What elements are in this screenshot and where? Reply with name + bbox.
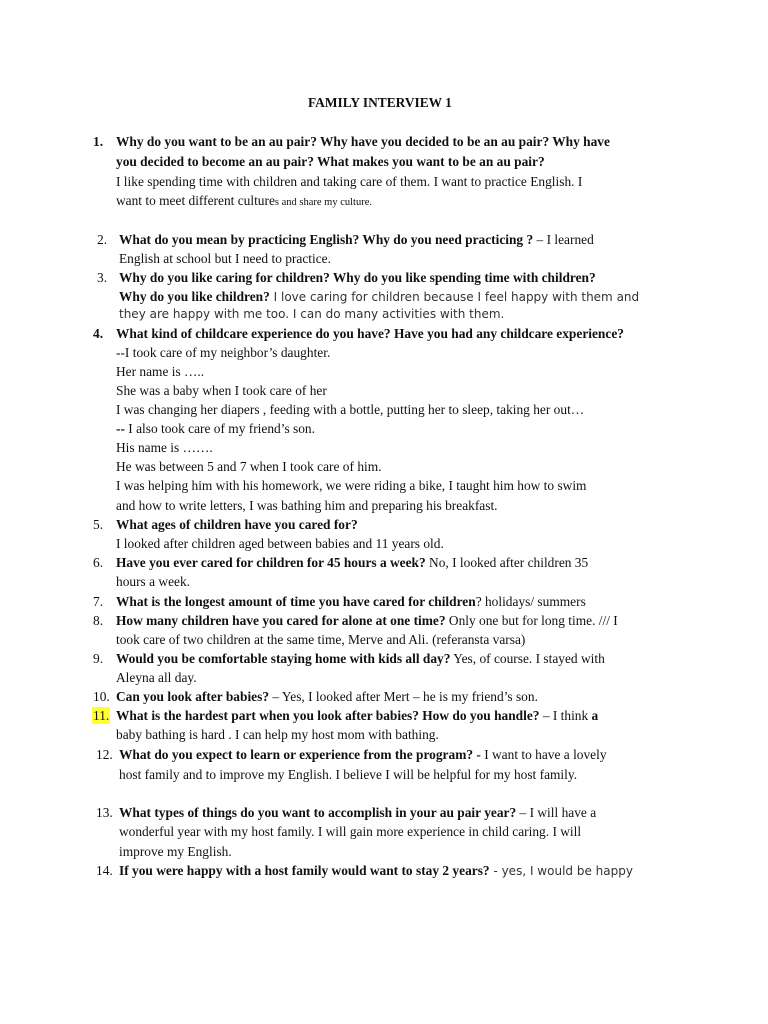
item-9-question: Would you be comfortable staying home with kids all day? xyxy=(116,651,451,666)
item-11-line-1 xyxy=(116,707,598,724)
item-4-number: 4. xyxy=(93,326,104,341)
item-14-answer: - yes, I would be happy xyxy=(489,864,633,878)
item-6-line-1 xyxy=(116,554,588,571)
item-13-answer-part-1: – I will have a xyxy=(516,805,597,820)
item-3-answer-part-1: I love caring for children because I feel happy with them and xyxy=(269,290,640,304)
item-10-line xyxy=(116,688,538,705)
item-1-answer-line-1: I like spending time with children and taking care of them. I want to practice English. I xyxy=(116,174,583,189)
item-4-answer-line-9: and how to write letters, I was bathing him and preparing his breakfast. xyxy=(116,498,498,513)
item-14-question: If you were happy with a host family would want to stay 2 years? xyxy=(119,863,490,878)
item-1-question-line-1: Why do you want to be an au pair? Why have you decided to be an au pair? Why have xyxy=(116,134,610,149)
item-1-number: 1. xyxy=(93,134,104,149)
item-5-number: 5. xyxy=(93,517,104,532)
item-12-line-1 xyxy=(119,746,607,763)
item-13-number: 13. xyxy=(96,805,113,820)
item-8-number: 8. xyxy=(93,613,104,628)
item-12-answer-line-2: host family and to improve my English. I believe I will be helpful for my host family. xyxy=(119,767,578,782)
item-12-question: What do you expect to learn or experience from the program? - xyxy=(119,747,481,762)
item-11-answer-baby: baby xyxy=(116,727,143,742)
item-9-line-1 xyxy=(116,650,605,667)
item-10-answer: – Yes, I looked after Mert – he is my friend’s son. xyxy=(269,689,538,704)
item-11-question: What is the hardest part when you look after babies? How do you handle? xyxy=(116,708,540,723)
item-1-answer-line-2a: want to meet different culture xyxy=(116,193,275,208)
item-14-number: 14. xyxy=(96,863,113,878)
item-8-question: How many children have you cared for alone at one time? xyxy=(116,613,446,628)
item-1-question-line-2: you decided to become an au pair? What makes you want to be an au pair? xyxy=(116,154,545,169)
item-7-line xyxy=(116,593,586,610)
item-11-answer-part-1: – I think xyxy=(539,708,592,723)
item-13-line-1 xyxy=(119,804,596,821)
item-3-answer-line-2: they are happy with me too. I can do many activities with them. xyxy=(119,307,505,321)
item-11-line-2 xyxy=(116,726,439,743)
item-4-answer-line-8: I was helping him with his homework, we were riding a bike, I taught him how to swim xyxy=(116,478,587,493)
item-9-number: 9. xyxy=(93,651,104,666)
item-4-answer-line-1: --I took care of my neighbor’s daughter. xyxy=(116,345,331,360)
item-7-answer: ? holidays/ summers xyxy=(475,594,586,609)
item-11-answer-part-1b: a xyxy=(591,708,599,723)
item-5-answer: I looked after children aged between babies and 11 years old. xyxy=(116,536,444,551)
item-9-answer-part-1: Yes, of course. I stayed with xyxy=(450,651,605,666)
item-4-answer-line-4: I was changing her diapers , feeding with a bottle, putting her to sleep, taking her out… xyxy=(116,402,585,417)
item-8-line-1 xyxy=(116,612,618,629)
item-10-number: 10. xyxy=(93,689,110,704)
item-4-question: What kind of childcare experience do you have? Have you had any childcare experience? xyxy=(116,326,624,341)
item-4-answer-line-3: She was a baby when I took care of her xyxy=(116,383,327,398)
item-3-question-line-1: Why do you like caring for children? Why do you like spending time with children? xyxy=(119,270,596,285)
item-4-answer-line-6: His name is ……. xyxy=(116,440,213,455)
item-2-question: What do you mean by practicing English? Why do you need practicing ? xyxy=(119,232,534,247)
document-title: FAMILY INTERVIEW 1 xyxy=(308,95,452,110)
item-7-question: What is the longest amount of time you have cared for children xyxy=(116,594,476,609)
item-2-answer-line-2: English at school but I need to practice. xyxy=(119,251,331,266)
item-3-line-2 xyxy=(119,288,639,306)
item-11-answer-line-2: bathing is hard . I can help my host mom with bathing. xyxy=(142,727,439,742)
item-4-answer-line-5-text: I also took care of my friend’s son. xyxy=(124,421,315,436)
item-1-answer-line-2 xyxy=(116,192,372,211)
item-14-line xyxy=(119,862,633,880)
item-2-number: 2. xyxy=(97,232,108,247)
item-6-question: Have you ever cared for children for 45 hours a week? xyxy=(116,555,426,570)
item-10-question: Can you look after babies? xyxy=(116,689,270,704)
item-6-number: 6. xyxy=(93,555,104,570)
item-6-answer-part-1: No, I looked after children 35 xyxy=(425,555,589,570)
item-4-answer-line-2: Her name is ….. xyxy=(116,364,205,379)
item-13-answer-line-3: improve my English. xyxy=(119,844,232,859)
item-13-question: What types of things do you want to accomplish in your au pair year? xyxy=(119,805,517,820)
item-4-answer-line-5 xyxy=(116,420,315,437)
item-12-answer-part-1: I want to have a lovely xyxy=(480,747,607,762)
item-12-number: 12. xyxy=(96,747,113,762)
item-8-answer-line-2: took care of two children at the same time, Merve and Ali. (referansta varsa) xyxy=(116,632,526,647)
item-13-answer-line-2: wonderful year with my host family. I will gain more experience in child caring. I will xyxy=(119,824,582,839)
item-2-answer-part-1: – I learned xyxy=(533,232,594,247)
item-3-question-line-2: Why do you like children? xyxy=(119,289,270,304)
item-3-number: 3. xyxy=(97,270,108,285)
item-4-answer-line-7: He was between 5 and 7 when I took care of him. xyxy=(116,459,382,474)
item-6-answer-line-2: hours a week. xyxy=(116,574,190,589)
item-8-answer-part-1: Only one but for long time. /// I xyxy=(445,613,618,628)
item-11-number-highlighted: 11. xyxy=(93,708,110,723)
item-1-answer-line-2b: s and share my culture. xyxy=(274,197,372,208)
item-5-question: What ages of children have you cared for? xyxy=(116,517,358,532)
item-4-dash: -- xyxy=(116,421,125,436)
item-9-answer-line-2: Aleyna all day. xyxy=(116,670,197,685)
item-2-line-1 xyxy=(119,231,594,248)
item-7-number: 7. xyxy=(93,594,104,609)
